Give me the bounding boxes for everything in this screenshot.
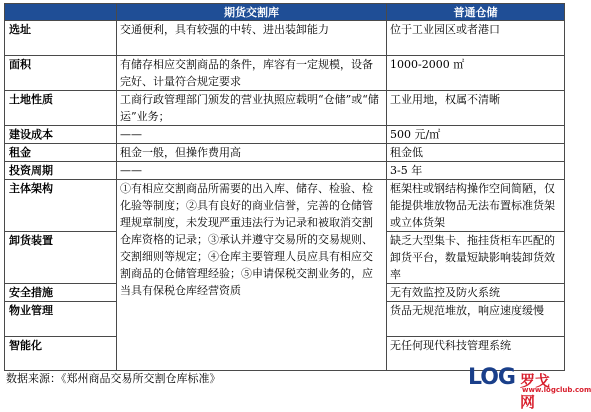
header-col1 [5, 4, 117, 21]
table-row [5, 162, 565, 180]
table-row [5, 180, 565, 232]
watermark-url: www.logclub.com [522, 386, 591, 394]
cell-normal: 租金低 [387, 144, 565, 162]
cell-normal: 货品无规范堆放，响应速度缓慢 [387, 302, 565, 337]
cell-futures: 租金一般，但操作费用高 [117, 144, 387, 162]
cell-normal: 无有效监控及防火系统 [387, 284, 565, 302]
row-label: 安全措施 [5, 284, 117, 302]
cell-futures: 工商行政管理部门颁发的营业执照应载明“仓储”或“储运”业务； [117, 91, 387, 126]
table-row [5, 91, 565, 126]
row-label: 主体架构 [5, 180, 117, 232]
cell-futures: —— [117, 162, 387, 180]
row-label: 投资周期 [5, 162, 117, 180]
comparison-table-container [4, 3, 564, 371]
cell-normal: 3-5 年 [387, 162, 565, 180]
cell-futures: —— [117, 126, 387, 144]
cell-normal: 工业用地，权属不清晰 [387, 91, 565, 126]
header-normal: 普通仓储 [387, 4, 565, 21]
row-label: 土地性质 [5, 91, 117, 126]
cell-normal: 无任何现代科技管理系统 [387, 337, 565, 371]
watermark-logo [468, 365, 591, 411]
cell-futures-merged: ①有相应交割商品所需要的出入库、储存、检验、检化验等制度；②具有良好的商业信誉，完善的仓储管理规章制度，未发现严重违法行为记录和被取消交割仓库资格的记录；③承认并遵守交易所的交易规则、交割细则等规定；④仓库主要管理人员应具有相应交割商品的仓储管理经验；⑤申请保税交割业务的，应当具有保税仓库经营资质 [117, 180, 387, 371]
row-label: 选址 [5, 21, 117, 56]
table-row [5, 126, 565, 144]
table-row [5, 21, 565, 56]
data-source-note: 数据来源：《郑州商品交易所交割仓库标准》 [6, 372, 221, 385]
table-row [5, 144, 565, 162]
table-header-row [5, 4, 565, 21]
row-label: 智能化 [5, 337, 117, 371]
row-label: 卸货装置 [5, 232, 117, 284]
cell-normal: 位于工业园区或者港口 [387, 21, 565, 56]
cell-normal: 框架柱或钢结构操作空间简陋，仅能提供堆放物品无法布置标准货架或立体货架 [387, 180, 565, 232]
cell-normal: 1000-2000 ㎡ [387, 56, 565, 91]
cell-futures: 有储存相应交割商品的条件，库容有一定规模，设备完好、计量符合规定要求 [117, 56, 387, 91]
row-label: 物业管理 [5, 302, 117, 337]
row-label: 面积 [5, 56, 117, 91]
cell-normal: 500 元/㎡ [387, 126, 565, 144]
row-label: 建设成本 [5, 126, 117, 144]
cell-normal: 缺乏大型集卡、拖挂货柜车匹配的卸货平台，数量短缺影响装卸货效率 [387, 232, 565, 284]
header-futures: 期货交割库 [117, 4, 387, 21]
watermark-cn: 罗戈网 [520, 372, 551, 411]
table-row [5, 56, 565, 91]
comparison-table [4, 3, 565, 371]
cell-futures: 交通便利，具有较强的中转、进出装卸能力 [117, 21, 387, 56]
row-label: 租金 [5, 144, 117, 162]
watermark-brand: LOG [468, 365, 515, 390]
